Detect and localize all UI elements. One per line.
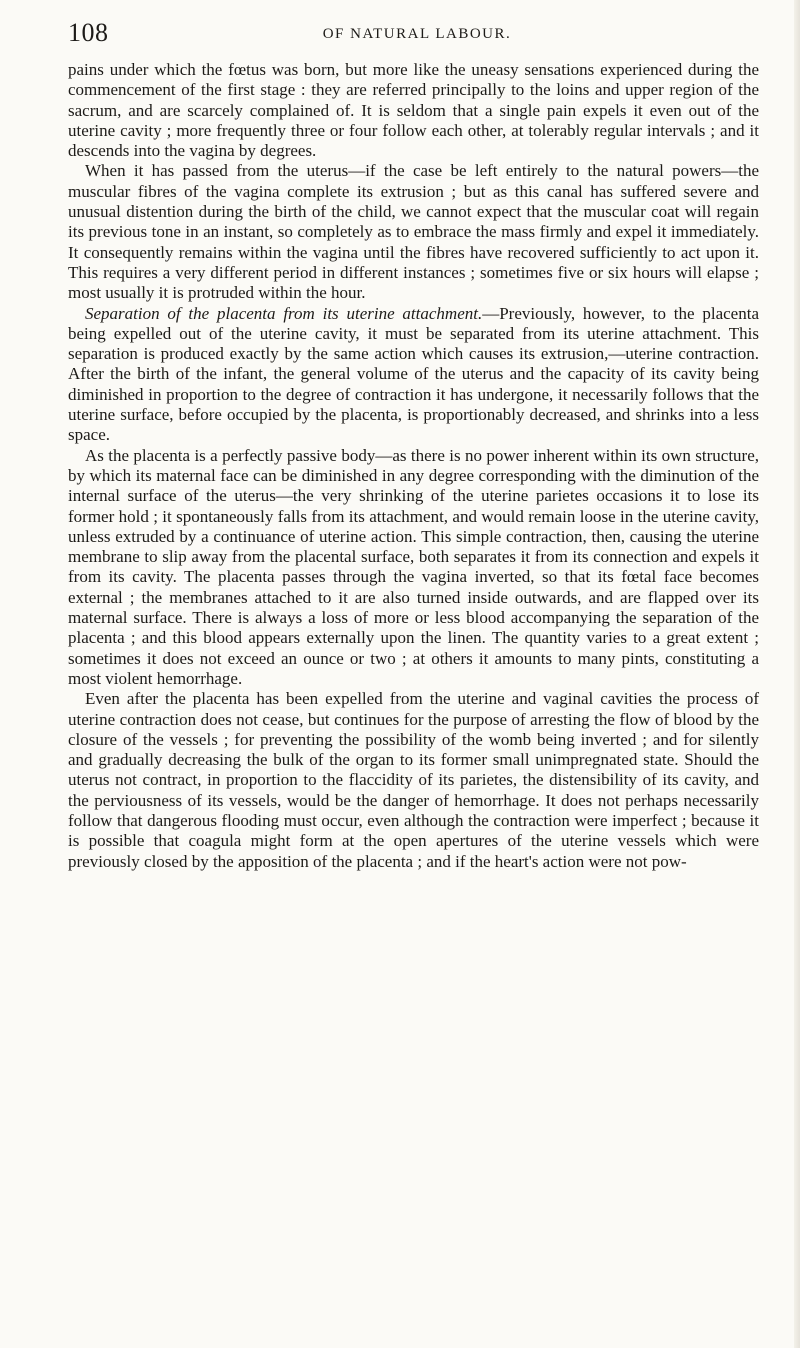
paragraph-text: Even after the placenta has been expelled from the uterine and vaginal cavities the process of uterine contraction does not cease, but continues for the purpose of arresting the flow of blood by the closure of the vessels ; for preventing the possibility of the womb being inverted ; and for silently and gradually decreasing the bulk of the organ to its former small unimpregnated state. Should the uterus not contract, in proportion to the flaccidity of its parietes, the distensibility of its cavity, and the perviousness of its vessels, would be the danger of hemorrhage. It does not perhaps necessarily follow that dangerous flooding must occur, even although the contraction were imperfect ; because it is possible that coagula might form at the open apertures of the uterine vessels which were previously closed by the apposition of the placenta ; and if the heart's action were not pow-	[68, 689, 759, 871]
body-text	[68, 60, 759, 872]
paragraph-5	[68, 689, 759, 872]
paragraph-4	[68, 446, 759, 690]
paragraph-3	[68, 304, 759, 446]
paragraph-1	[68, 60, 759, 161]
running-head	[68, 16, 758, 56]
paragraph-text: —Previously, however, to the placenta being expelled out of the uterine cavity, it must be separated from its uterine attachment. This separation is produced exactly by the same action which causes its extrusion,—uterine contraction. After the birth of the infant, the general volume of the uterus and the capacity of its cavity being diminished in proportion to the degree of contraction it has undergone, it necessarily follows that the uterine surface, before occupied by the placenta, is proportionably decreased, and shrinks into a less space.	[68, 303, 759, 445]
paragraph-text: pains under which the fœtus was born, but more like the uneasy sensations experienced during the commencement of the first stage : they are referred principally to the loins and upper region of the sacrum, and are scarcely complained of. It is seldom that a single pain expels it even out of the uterine cavity ; more frequently three or four follow each other, at tolerably regular intervals ; and it descends into the vagina by degrees.	[68, 60, 759, 161]
paragraph-text: When it has passed from the uterus—if the case be left entirely to the natural powers—the muscular fibres of the vagina complete its extrusion ; but as this canal has suffered severe and unusual distention during the birth of the child, we cannot expect that the muscular coat will regain its previous tone in an instant, so completely as to embrace the mass firmly and expel it immediately. It consequently remains within the vagina until the fibres have recovered sufficiently to act upon it. This requires a very different period in different instances ; sometimes five or six hours will elapse ; most usually it is protruded within the hour.	[68, 161, 759, 303]
page-number: 108	[68, 18, 109, 47]
section-heading: Separation of the placenta from its uterine attachment.	[85, 303, 483, 323]
paragraph-text: As the placenta is a perfectly passive body—as there is no power inherent within its own structure, by which its maternal face can be diminished in any degree corresponding with the diminution of the internal surface of the uterus—the very shrinking of the uterine parietes occasions it to lose its former hold ; it spontaneously falls from its attachment, and would remain loose in the uterine cavity, unless extruded by a continuance of uterine action. This simple contraction, then, causing the uterine membrane to slip away from the placental surface, both separates it from its connection and expels it from its cavity. The placenta passes through the vagina inverted, so that its fœtal face becomes external ; the membranes attached to it are also turned inside outwards, and are flapped over its maternal surface. There is always a loss of more or less blood accompanying the separation of the placenta ; and this blood appears externally upon the linen. The quantity varies to a great extent ; sometimes it does not exceed an ounce or two ; at others it amounts to many pints, constituting a most violent hemorrhage.	[68, 445, 759, 688]
page-edge-shadow	[794, 0, 800, 1348]
running-title: OF NATURAL LABOUR.	[322, 26, 512, 42]
paragraph-2	[68, 161, 759, 303]
